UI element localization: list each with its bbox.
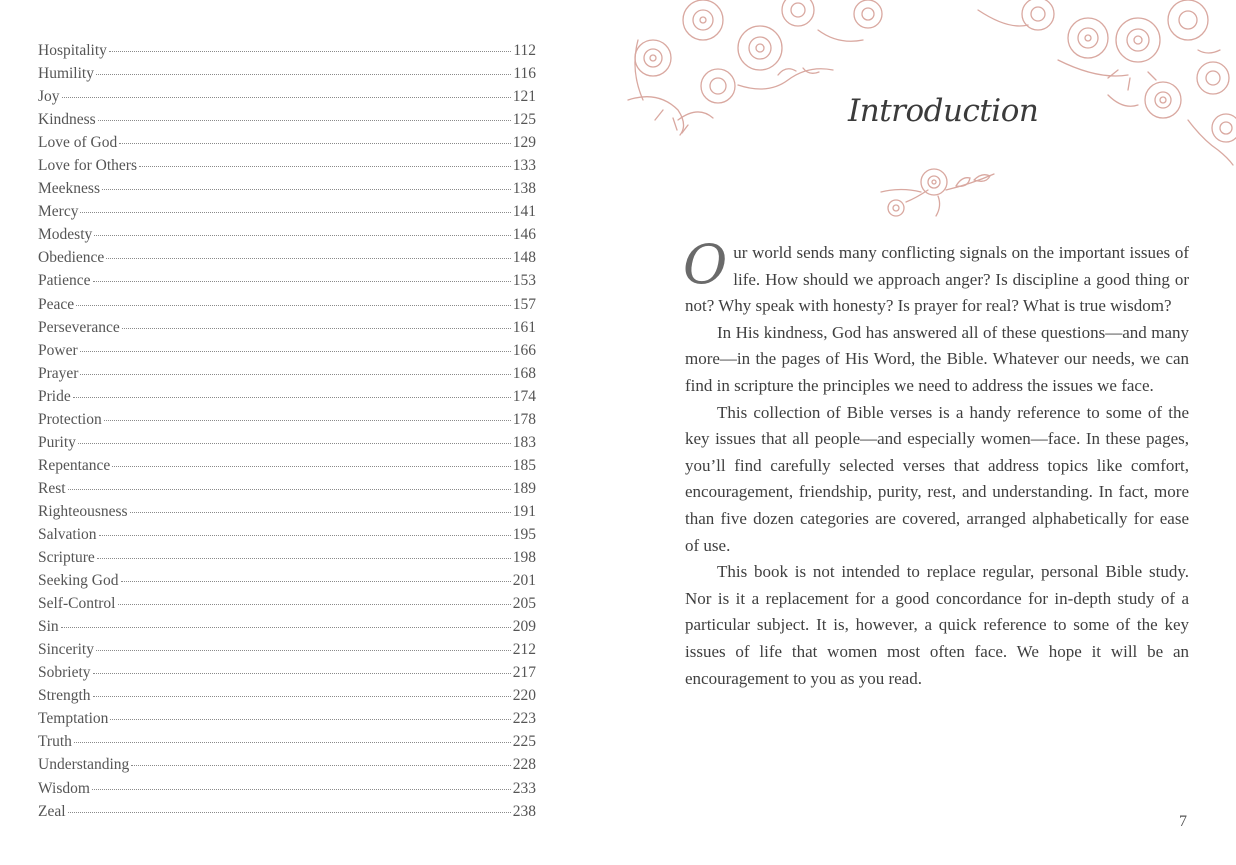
- toc-entry-label: Modesty: [38, 226, 93, 244]
- toc-entry: [38, 319, 536, 342]
- toc-entry-label: Temptation: [38, 710, 109, 728]
- toc-dot-leader: [93, 696, 511, 697]
- toc-entry-page: 166: [512, 341, 536, 359]
- right-page: [618, 0, 1236, 865]
- toc-entry-page: 153: [512, 272, 536, 290]
- toc-dot-leader: [104, 420, 511, 421]
- toc-entry: [38, 687, 536, 710]
- toc-dot-leader: [99, 535, 511, 536]
- toc-entry: [38, 618, 536, 641]
- toc-dot-leader: [96, 650, 511, 651]
- toc-entry-page: 233: [512, 779, 536, 797]
- toc-entry: [38, 572, 536, 595]
- intro-paragraph-1-text: ur world sends many conflicting signals on the important issues of life. How should we approach anger? Is discipline a good thing or not? Why speak with honesty? Is prayer for real? What is true wisdom?: [685, 243, 1189, 316]
- toc-entry: [38, 641, 536, 664]
- toc-entry-label: Zeal: [38, 802, 66, 820]
- toc-entry-page: 217: [512, 664, 536, 682]
- toc-dot-leader: [74, 742, 511, 743]
- toc-entry-label: Self-Control: [38, 595, 116, 613]
- toc-entry-label: Protection: [38, 410, 102, 428]
- toc-dot-leader: [78, 443, 511, 444]
- toc-entry: [38, 549, 536, 572]
- toc-entry-label: Kindness: [38, 111, 96, 129]
- toc-dot-leader: [68, 489, 511, 490]
- intro-paragraph-3: This collection of Bible verses is a handy reference to some of the key issues that all people—and especially women—face. In these pages, you’ll find carefully selected verses that address topics like comfort, encouragement, friendship, purity, rest, and understanding. In fact, more than five dozen categories are covered, arranged alphabetically for ease of use.: [685, 402, 1189, 555]
- toc-entry: [38, 434, 536, 457]
- toc-dot-leader: [109, 51, 511, 52]
- toc-entry-page: 116: [513, 65, 536, 83]
- toc-entry-label: Power: [38, 341, 78, 359]
- toc-entry-page: 121: [512, 88, 536, 106]
- toc-dot-leader: [112, 466, 510, 467]
- page-number: 7: [1179, 813, 1187, 830]
- toc-entry-label: Peace: [38, 295, 75, 313]
- toc-entry: [38, 365, 536, 388]
- toc-entry: [38, 111, 536, 134]
- toc-entry: [38, 249, 536, 272]
- toc-entry-label: Humility: [38, 65, 94, 83]
- toc-dot-leader: [106, 258, 510, 259]
- toc-dot-leader: [102, 189, 511, 190]
- toc-entry-label: Love for Others: [38, 157, 137, 175]
- toc-dot-leader: [80, 351, 511, 352]
- toc-entry-label: Wisdom: [38, 779, 90, 797]
- toc-entry-page: 185: [512, 456, 536, 474]
- toc-entry-page: 223: [512, 710, 536, 728]
- toc-entry: [38, 203, 536, 226]
- toc-entry-page: 191: [512, 502, 536, 520]
- drop-cap: O: [683, 233, 728, 296]
- toc-entry-page: 157: [512, 295, 536, 313]
- toc-entry-label: Joy: [38, 88, 60, 106]
- toc-dot-leader: [110, 719, 510, 720]
- toc-dot-leader: [61, 627, 511, 628]
- toc-entry-page: 238: [512, 802, 536, 820]
- toc-entry-page: 138: [512, 180, 536, 198]
- toc-dot-leader: [139, 166, 511, 167]
- intro-paragraph-2: In His kindness, God has answered all of these questions—and many more—in the pages of His Word, the Bible. Whatever our needs, we can find in scripture the principles we need to address the issues we face.: [685, 322, 1189, 395]
- toc-entry-label: Purity: [38, 433, 76, 451]
- toc-entry-page: 174: [512, 387, 536, 405]
- toc-entry-label: Salvation: [38, 525, 97, 543]
- introduction-body: [683, 233, 1189, 692]
- toc-entry: [38, 756, 536, 779]
- toc-dot-leader: [76, 305, 511, 306]
- intro-paragraph-4: This book is not intended to replace regular, personal Bible study. Nor is it a replacement for a good concordance for in-depth study of a particular subject. It is, however, a quick reference to some of the key issues of life that women most often face. We hope it will be an encouragement to you as you read.: [685, 562, 1189, 688]
- toc-dot-leader: [122, 328, 511, 329]
- toc-entry-page: 178: [512, 410, 536, 428]
- toc-entry-label: Strength: [38, 687, 91, 705]
- toc-entry-label: Sobriety: [38, 664, 91, 682]
- toc-entry: [38, 710, 536, 733]
- toc-entry: [38, 272, 536, 295]
- toc-entry-label: Sin: [38, 618, 59, 636]
- toc-entry-label: Love of God: [38, 134, 118, 152]
- toc-entry: [38, 595, 536, 618]
- toc-dot-leader: [68, 812, 511, 813]
- toc-entry-page: 141: [512, 203, 536, 221]
- toc-entry: [38, 457, 536, 480]
- toc-dot-leader: [130, 512, 511, 513]
- toc-entry: [38, 733, 536, 756]
- toc-entry-label: Understanding: [38, 756, 130, 774]
- toc-entry-label: Perseverance: [38, 318, 120, 336]
- toc-dot-leader: [97, 558, 511, 559]
- toc-entry: [38, 42, 536, 65]
- table-of-contents: [38, 42, 536, 826]
- toc-entry-label: Seeking God: [38, 572, 119, 590]
- toc-dot-leader: [80, 374, 510, 375]
- toc-entry-label: Sincerity: [38, 641, 94, 659]
- intro-paragraph-1: [683, 233, 1189, 320]
- toc-entry-page: 220: [512, 687, 536, 705]
- toc-entry-page: 148: [512, 249, 536, 267]
- toc-entry-page: 168: [512, 364, 536, 382]
- toc-entry-page: 198: [512, 549, 536, 567]
- toc-entry-page: 129: [512, 134, 536, 152]
- toc-entry: [38, 526, 536, 549]
- toc-entry-label: Pride: [38, 387, 71, 405]
- toc-entry: [38, 296, 536, 319]
- toc-entry: [38, 180, 536, 203]
- toc-entry-label: Hospitality: [38, 42, 107, 59]
- toc-dot-leader: [96, 74, 511, 75]
- toc-entry: [38, 411, 536, 434]
- toc-entry-label: Obedience: [38, 249, 105, 267]
- toc-entry-label: Repentance: [38, 456, 111, 474]
- toc-entry: [38, 664, 536, 687]
- toc-dot-leader: [121, 581, 511, 582]
- floral-divider-illustration: [876, 162, 1000, 224]
- toc-entry-page: 212: [512, 641, 536, 659]
- toc-entry-label: Patience: [38, 272, 91, 290]
- toc-dot-leader: [119, 143, 511, 144]
- toc-entry-page: 189: [512, 479, 536, 497]
- toc-entry: [38, 88, 536, 111]
- toc-entry: [38, 134, 536, 157]
- toc-entry-page: 183: [512, 433, 536, 451]
- toc-entry-page: 146: [512, 226, 536, 244]
- toc-entry-label: Meekness: [38, 180, 100, 198]
- toc-entry: [38, 503, 536, 526]
- toc-entry-label: Truth: [38, 733, 72, 751]
- toc-entry-page: 209: [512, 618, 536, 636]
- toc-entry-label: Scripture: [38, 549, 95, 567]
- toc-entry-page: 195: [512, 525, 536, 543]
- toc-dot-leader: [73, 397, 511, 398]
- toc-entry-page: 205: [512, 595, 536, 613]
- toc-entry-page: 225: [512, 733, 536, 751]
- toc-dot-leader: [131, 765, 510, 766]
- toc-entry-label: Rest: [38, 479, 66, 497]
- page-title: Introduction: [848, 93, 1039, 129]
- toc-dot-leader: [93, 281, 511, 282]
- toc-entry-label: Prayer: [38, 364, 79, 382]
- toc-entry-page: 161: [512, 318, 536, 336]
- toc-entry: [38, 226, 536, 249]
- toc-dot-leader: [118, 604, 511, 605]
- toc-entry-page: 228: [512, 756, 536, 774]
- toc-entry-label: Righteousness: [38, 502, 128, 520]
- toc-dot-leader: [94, 235, 511, 236]
- toc-dot-leader: [93, 673, 511, 674]
- toc-entry: [38, 803, 536, 826]
- toc-dot-leader: [92, 789, 511, 790]
- toc-entry-page: 201: [512, 572, 536, 590]
- toc-dot-leader: [80, 212, 510, 213]
- toc-dot-leader: [62, 97, 511, 98]
- toc-entry-page: 112: [513, 42, 536, 59]
- toc-entry-page: 125: [512, 111, 536, 129]
- toc-entry: [38, 388, 536, 411]
- floral-border-illustration: [618, 0, 1236, 170]
- toc-entry: [38, 157, 536, 180]
- toc-entry-page: 133: [512, 157, 536, 175]
- toc-entry-label: Mercy: [38, 203, 79, 221]
- toc-entry: [38, 342, 536, 365]
- toc-entry: [38, 65, 536, 88]
- toc-entry: [38, 480, 536, 503]
- toc-entry: [38, 780, 536, 803]
- toc-dot-leader: [98, 120, 511, 121]
